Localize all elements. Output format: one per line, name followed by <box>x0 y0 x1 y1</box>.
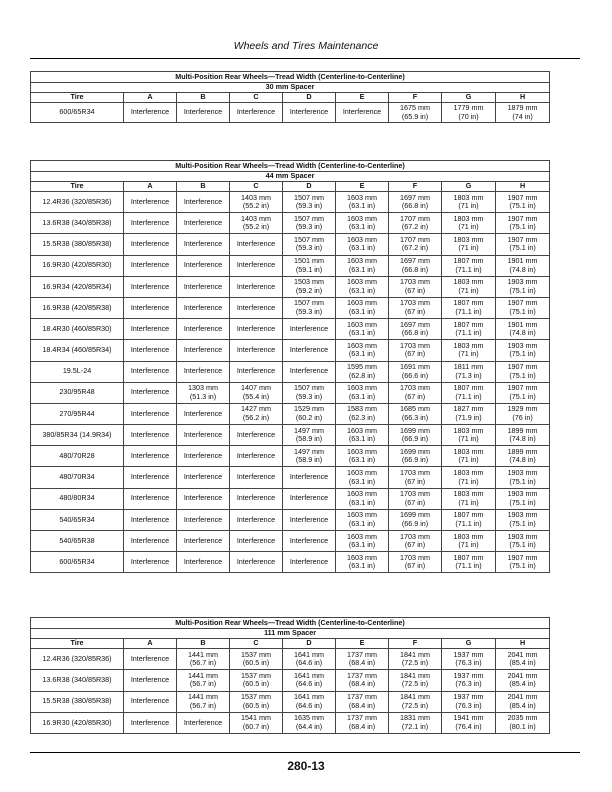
tread-width-cell: 1803 mm (71 in) <box>442 276 496 297</box>
table-row <box>31 509 550 530</box>
column-header: G <box>442 93 496 103</box>
table-row <box>31 213 550 234</box>
tread-width-cell: 1903 mm (75.1 in) <box>496 276 550 297</box>
tread-width-cell: Interference <box>177 319 230 340</box>
tread-width-cell: 1803 mm (71 in) <box>442 488 496 509</box>
tread-width-cell: Interference <box>124 488 177 509</box>
tread-width-cell: 1537 mm (60.5 in) <box>230 670 283 691</box>
tread-width-cell: 1603 mm (63.1 in) <box>336 467 389 488</box>
tread-width-cell: 1929 mm (76 in) <box>496 403 550 424</box>
tread-width-table-111mm <box>30 617 550 734</box>
tread-width-cell: 1737 mm (68.4 in) <box>336 712 389 733</box>
tread-width-cell: Interference <box>177 531 230 552</box>
table-row <box>31 531 550 552</box>
tread-width-cell: Interference <box>177 712 230 733</box>
tread-width-cell: 1441 mm (56.7 in) <box>177 649 230 670</box>
tread-width-cell: 1503 mm (59.2 in) <box>283 276 336 297</box>
tread-width-cell: Interference <box>230 425 283 446</box>
tread-width-cell: Interference <box>283 552 336 573</box>
tread-width-cell: 1403 mm (55.2 in) <box>230 192 283 213</box>
tire-size-cell: 18.4R34 (460/85R34) <box>31 340 124 361</box>
tread-width-cell: 1603 mm (63.1 in) <box>336 382 389 403</box>
tread-width-cell: Interference <box>124 425 177 446</box>
tread-width-cell: Interference <box>124 531 177 552</box>
tread-width-cell: Interference <box>177 276 230 297</box>
tire-size-cell: 540/65R34 <box>31 509 124 530</box>
tread-width-cell: 2041 mm (85.4 in) <box>496 670 550 691</box>
column-header: Tire <box>31 93 124 103</box>
tread-width-cell: 1583 mm (62.3 in) <box>336 403 389 424</box>
column-header: F <box>389 182 442 192</box>
tread-width-cell: 1807 mm (71.1 in) <box>442 297 496 318</box>
tread-width-cell: 1807 mm (71.1 in) <box>442 382 496 403</box>
tread-width-cell: 1507 mm (59.3 in) <box>283 382 336 403</box>
tread-width-cell: Interference <box>177 340 230 361</box>
page-number: 280-13 <box>287 759 325 773</box>
tread-width-cell: Interference <box>283 467 336 488</box>
column-header: D <box>283 639 336 649</box>
tread-width-cell: 1937 mm (76.3 in) <box>442 649 496 670</box>
column-header: A <box>124 93 177 103</box>
tread-width-cell: 1907 mm (75.1 in) <box>496 552 550 573</box>
tread-width-cell: Interference <box>283 531 336 552</box>
tread-width-cell: 1603 mm (63.1 in) <box>336 488 389 509</box>
tread-width-cell: Interference <box>230 297 283 318</box>
tread-width-cell: Interference <box>177 552 230 573</box>
tire-size-cell: 480/80R34 <box>31 488 124 509</box>
tread-width-cell: 1507 mm (59.3 in) <box>283 213 336 234</box>
tread-width-cell: 2035 mm (80.1 in) <box>496 712 550 733</box>
tread-width-cell: 1603 mm (63.1 in) <box>336 340 389 361</box>
tread-width-cell: 1707 mm (67.2 in) <box>389 234 442 255</box>
tread-width-cell: Interference <box>230 552 283 573</box>
tread-width-cell: 1497 mm (58.9 in) <box>283 446 336 467</box>
tread-width-cell: 1807 mm (71.1 in) <box>442 552 496 573</box>
tread-width-cell: Interference <box>230 255 283 276</box>
tread-width-cell: 1841 mm (72.5 in) <box>389 691 442 712</box>
tread-width-cell: Interference <box>177 361 230 382</box>
tread-width-cell: 1497 mm (58.9 in) <box>283 425 336 446</box>
tread-width-cell: Interference <box>230 446 283 467</box>
tread-width-cell: 1879 mm (74 in) <box>496 103 550 123</box>
tread-width-cell: 2041 mm (85.4 in) <box>496 691 550 712</box>
table-row <box>31 552 550 573</box>
column-header: F <box>389 93 442 103</box>
tread-width-cell: 1703 mm (67 in) <box>389 531 442 552</box>
tread-width-cell: Interference <box>177 403 230 424</box>
table-row <box>31 670 550 691</box>
tread-width-cell: 1537 mm (60.5 in) <box>230 649 283 670</box>
tread-width-cell: 1737 mm (68.4 in) <box>336 691 389 712</box>
table-caption: Multi-Position Rear Wheels—Tread Width (Centerline-to-Centerline) <box>31 618 550 629</box>
tire-size-cell: 600/65R34 <box>31 552 124 573</box>
tread-width-cell: 1941 mm (76.4 in) <box>442 712 496 733</box>
tread-width-cell: 1603 mm (63.1 in) <box>336 425 389 446</box>
table-row <box>31 297 550 318</box>
column-header: C <box>230 93 283 103</box>
tread-width-cell: 1803 mm (71 in) <box>442 467 496 488</box>
tread-width-cell: 1803 mm (71 in) <box>442 446 496 467</box>
tread-width-cell: 1697 mm (66.8 in) <box>389 255 442 276</box>
tread-width-cell: 1841 mm (72.5 in) <box>389 670 442 691</box>
tread-width-cell: 1641 mm (64.6 in) <box>283 670 336 691</box>
tread-width-cell: Interference <box>177 467 230 488</box>
tread-width-cell: Interference <box>124 670 177 691</box>
tread-width-cell: Interference <box>177 509 230 530</box>
tread-width-cell: Interference <box>230 361 283 382</box>
tread-width-cell: Interference <box>177 425 230 446</box>
column-header: D <box>283 182 336 192</box>
tread-width-cell: 1441 mm (56.7 in) <box>177 670 230 691</box>
tread-width-cell: 1675 mm (65.9 in) <box>389 103 442 123</box>
table-row <box>31 467 550 488</box>
table-row <box>31 712 550 733</box>
tread-width-cell: 1703 mm (67 in) <box>389 552 442 573</box>
tread-width-cell: 1685 mm (66.3 in) <box>389 403 442 424</box>
tire-size-cell: 16.9R34 (420/85R34) <box>31 276 124 297</box>
tread-width-cell: 1603 mm (63.1 in) <box>336 552 389 573</box>
tread-width-cell: 1807 mm (71.1 in) <box>442 255 496 276</box>
tread-width-cell: Interference <box>124 552 177 573</box>
spacer-heading: 44 mm Spacer <box>31 172 550 182</box>
tread-width-cell: 1635 mm (64.4 in) <box>283 712 336 733</box>
tread-width-cell: 1603 mm (63.1 in) <box>336 192 389 213</box>
column-header: C <box>230 182 283 192</box>
tread-width-cell: 1691 mm (66.6 in) <box>389 361 442 382</box>
tread-width-cell: Interference <box>124 467 177 488</box>
page-header-title: Wheels and Tires Maintenance <box>233 40 379 52</box>
tread-width-cell: 1603 mm (63.1 in) <box>336 446 389 467</box>
tread-width-cell: Interference <box>283 509 336 530</box>
tread-width-cell: 1641 mm (64.6 in) <box>283 649 336 670</box>
tread-width-cell: Interference <box>177 103 230 123</box>
tire-size-cell: 12.4R36 (320/85R36) <box>31 649 124 670</box>
tread-width-cell: Interference <box>124 234 177 255</box>
column-header: C <box>230 639 283 649</box>
tread-width-cell: 1899 mm (74.8 in) <box>496 446 550 467</box>
tread-width-cell: 1403 mm (55.2 in) <box>230 213 283 234</box>
tread-width-cell: 1907 mm (75.1 in) <box>496 297 550 318</box>
column-header-row <box>31 93 550 103</box>
table-caption: Multi-Position Rear Wheels—Tread Width (Centerline-to-Centerline) <box>31 161 550 172</box>
tire-size-cell: 16.9R38 (420/85R38) <box>31 297 124 318</box>
column-header: E <box>336 639 389 649</box>
tread-width-cell: 1501 mm (59.1 in) <box>283 255 336 276</box>
tread-width-cell: Interference <box>124 382 177 403</box>
tire-size-cell: 15.5R38 (380/85R38) <box>31 234 124 255</box>
tread-width-cell: 1907 mm (75.1 in) <box>496 382 550 403</box>
tread-width-cell: Interference <box>230 488 283 509</box>
tread-width-cell: Interference <box>124 446 177 467</box>
tread-width-cell: 1903 mm (75.1 in) <box>496 340 550 361</box>
tire-size-cell: 15.5R38 (380/85R38) <box>31 691 124 712</box>
tread-width-cell: 1603 mm (63.1 in) <box>336 509 389 530</box>
tread-width-cell: 1541 mm (60.7 in) <box>230 712 283 733</box>
table-row <box>31 192 550 213</box>
tread-width-cell: 1779 mm (70 in) <box>442 103 496 123</box>
tread-width-cell: Interference <box>230 467 283 488</box>
column-header: G <box>442 182 496 192</box>
column-header: D <box>283 93 336 103</box>
tire-size-cell: 13.6R38 (340/85R38) <box>31 670 124 691</box>
tread-width-cell: 1303 mm (51.3 in) <box>177 382 230 403</box>
tread-width-cell: Interference <box>124 361 177 382</box>
tread-width-table-30mm <box>30 71 550 123</box>
tire-size-cell: 600/65R34 <box>31 103 124 123</box>
tread-width-cell: 1803 mm (71 in) <box>442 425 496 446</box>
tread-width-cell: Interference <box>124 276 177 297</box>
tread-width-cell: 1807 mm (71.1 in) <box>442 509 496 530</box>
tread-width-cell: Interference <box>177 234 230 255</box>
tread-width-cell: Interference <box>230 276 283 297</box>
tread-width-cell: Interference <box>230 509 283 530</box>
tread-width-cell: Interference <box>124 297 177 318</box>
tread-width-cell: 1603 mm (63.1 in) <box>336 297 389 318</box>
tread-width-cell: 1907 mm (75.1 in) <box>496 361 550 382</box>
column-header: H <box>496 639 550 649</box>
table-row <box>31 103 550 123</box>
tread-width-cell: 1641 mm (64.6 in) <box>283 691 336 712</box>
tread-width-cell: 1603 mm (63.1 in) <box>336 213 389 234</box>
tread-width-cell: Interference <box>177 297 230 318</box>
tread-width-cell: 1907 mm (75.1 in) <box>496 234 550 255</box>
tread-width-cell: 1937 mm (76.3 in) <box>442 670 496 691</box>
table-row <box>31 691 550 712</box>
tread-width-cell: Interference <box>124 103 177 123</box>
tread-width-cell: 1841 mm (72.5 in) <box>389 649 442 670</box>
footer-rule <box>30 752 580 753</box>
tread-width-cell: 1699 mm (66.9 in) <box>389 509 442 530</box>
tread-width-cell: 1703 mm (67 in) <box>389 297 442 318</box>
table-row <box>31 649 550 670</box>
tread-width-cell: 1507 mm (59.3 in) <box>283 192 336 213</box>
table-row <box>31 382 550 403</box>
tread-width-cell: Interference <box>124 340 177 361</box>
tread-width-cell: 2041 mm (85.4 in) <box>496 649 550 670</box>
tread-width-cell: 1703 mm (67 in) <box>389 382 442 403</box>
column-header: B <box>177 93 230 103</box>
column-header-row <box>31 182 550 192</box>
tread-width-cell: 1699 mm (66.9 in) <box>389 425 442 446</box>
tread-width-cell: 1737 mm (68.4 in) <box>336 649 389 670</box>
tire-size-cell: 16.9R30 (420/85R30) <box>31 712 124 733</box>
tread-width-cell: Interference <box>124 403 177 424</box>
table-row <box>31 488 550 509</box>
table-row <box>31 403 550 424</box>
tread-width-cell: 1737 mm (68.4 in) <box>336 670 389 691</box>
table-row <box>31 276 550 297</box>
tire-size-cell: 13.6R38 (340/85R38) <box>31 213 124 234</box>
tread-width-cell: 1831 mm (72.1 in) <box>389 712 442 733</box>
column-header: F <box>389 639 442 649</box>
tread-width-cell: Interference <box>124 319 177 340</box>
tread-width-cell: Interference <box>124 255 177 276</box>
tread-width-cell: 1807 mm (71.1 in) <box>442 319 496 340</box>
tire-size-cell: 480/70R34 <box>31 467 124 488</box>
tread-width-cell: 1603 mm (63.1 in) <box>336 319 389 340</box>
tread-width-cell: 1899 mm (74.8 in) <box>496 425 550 446</box>
tread-width-cell: 1407 mm (55.4 in) <box>230 382 283 403</box>
tread-width-cell: 1703 mm (67 in) <box>389 467 442 488</box>
table-row <box>31 255 550 276</box>
tread-width-cell: Interference <box>283 319 336 340</box>
tread-width-cell: Interference <box>230 531 283 552</box>
tire-size-cell: 380/85R34 (14.9R34) <box>31 425 124 446</box>
tread-width-cell: 1697 mm (66.8 in) <box>389 319 442 340</box>
column-header: Tire <box>31 182 124 192</box>
tread-width-cell: Interference <box>177 255 230 276</box>
column-header: E <box>336 93 389 103</box>
spacer-heading: 30 mm Spacer <box>31 83 550 93</box>
tread-width-cell: Interference <box>124 192 177 213</box>
column-header: B <box>177 639 230 649</box>
tread-width-cell: Interference <box>124 509 177 530</box>
table-row <box>31 340 550 361</box>
tread-width-cell: 1703 mm (67 in) <box>389 488 442 509</box>
tread-width-cell: Interference <box>230 340 283 361</box>
tread-width-cell: Interference <box>177 446 230 467</box>
column-header: G <box>442 639 496 649</box>
tread-width-cell: 1903 mm (75.1 in) <box>496 531 550 552</box>
tread-width-cell: 1803 mm (71 in) <box>442 531 496 552</box>
spacer-heading: 111 mm Spacer <box>31 629 550 639</box>
table-row <box>31 446 550 467</box>
column-header: B <box>177 182 230 192</box>
tread-width-cell: 1603 mm (63.1 in) <box>336 276 389 297</box>
tread-width-cell: 1595 mm (62.8 in) <box>336 361 389 382</box>
table-row <box>31 425 550 446</box>
tread-width-cell: 1703 mm (67 in) <box>389 276 442 297</box>
tread-width-cell: Interference <box>177 192 230 213</box>
tread-width-cell: Interference <box>230 319 283 340</box>
tread-width-cell: 1803 mm (71 in) <box>442 192 496 213</box>
tread-width-cell: 1803 mm (71 in) <box>442 234 496 255</box>
tread-width-cell: 1507 mm (59.3 in) <box>283 297 336 318</box>
tread-width-cell: Interference <box>336 103 389 123</box>
tread-width-cell: 1937 mm (76.3 in) <box>442 691 496 712</box>
tread-width-cell: 1603 mm (63.1 in) <box>336 234 389 255</box>
tire-size-cell: 230/95R48 <box>31 382 124 403</box>
tread-width-cell: 1603 mm (63.1 in) <box>336 255 389 276</box>
column-header: H <box>496 182 550 192</box>
tire-size-cell: 540/65R38 <box>31 531 124 552</box>
tread-width-cell: Interference <box>283 488 336 509</box>
tread-width-cell: 1803 mm (71 in) <box>442 213 496 234</box>
table-row <box>31 361 550 382</box>
tread-width-cell: 1529 mm (60.2 in) <box>283 403 336 424</box>
table-caption: Multi-Position Rear Wheels—Tread Width (Centerline-to-Centerline) <box>31 72 550 83</box>
column-header: Tire <box>31 639 124 649</box>
tread-width-cell: 1901 mm (74.8 in) <box>496 255 550 276</box>
tread-width-cell: Interference <box>230 103 283 123</box>
tire-size-cell: 18.4R30 (460/85R30) <box>31 319 124 340</box>
tread-width-cell: Interference <box>283 103 336 123</box>
tread-width-cell: 1803 mm (71 in) <box>442 340 496 361</box>
tread-width-cell: 1441 mm (56.7 in) <box>177 691 230 712</box>
tread-width-cell: Interference <box>124 213 177 234</box>
tread-width-table-44mm <box>30 160 550 573</box>
tread-width-cell: Interference <box>283 340 336 361</box>
tread-width-cell: 1507 mm (59.3 in) <box>283 234 336 255</box>
header-rule <box>30 58 580 59</box>
tread-width-cell: Interference <box>283 361 336 382</box>
column-header-row <box>31 639 550 649</box>
tread-width-cell: 1427 mm (56.2 in) <box>230 403 283 424</box>
tread-width-cell: 1903 mm (75.1 in) <box>496 488 550 509</box>
tread-width-cell: 1707 mm (67.2 in) <box>389 213 442 234</box>
tread-width-cell: 1903 mm (75.1 in) <box>496 467 550 488</box>
tread-width-cell: Interference <box>230 234 283 255</box>
column-header: A <box>124 182 177 192</box>
column-header: H <box>496 93 550 103</box>
tread-width-cell: 1703 mm (67 in) <box>389 340 442 361</box>
tread-width-cell: 1901 mm (74.8 in) <box>496 319 550 340</box>
tire-size-cell: 12.4R36 (320/85R36) <box>31 192 124 213</box>
tire-size-cell: 19.5L-24 <box>31 361 124 382</box>
tread-width-cell: Interference <box>124 691 177 712</box>
tire-size-cell: 480/70R28 <box>31 446 124 467</box>
tread-width-cell: 1699 mm (66.9 in) <box>389 446 442 467</box>
tread-width-cell: 1811 mm (71.3 in) <box>442 361 496 382</box>
tread-width-cell: 1903 mm (75.1 in) <box>496 509 550 530</box>
tread-width-cell: 1907 mm (75.1 in) <box>496 213 550 234</box>
table-row <box>31 319 550 340</box>
tread-width-cell: Interference <box>177 213 230 234</box>
tread-width-cell: 1827 mm (71.9 in) <box>442 403 496 424</box>
column-header: A <box>124 639 177 649</box>
tread-width-cell: Interference <box>124 649 177 670</box>
tire-size-cell: 16.9R30 (420/85R30) <box>31 255 124 276</box>
tread-width-cell: 1603 mm (63.1 in) <box>336 531 389 552</box>
tire-size-cell: 270/95R44 <box>31 403 124 424</box>
tread-width-cell: Interference <box>177 488 230 509</box>
tread-width-cell: 1907 mm (75.1 in) <box>496 192 550 213</box>
tread-width-cell: 1537 mm (60.5 in) <box>230 691 283 712</box>
column-header: E <box>336 182 389 192</box>
tread-width-cell: 1697 mm (66.8 in) <box>389 192 442 213</box>
tread-width-cell: Interference <box>124 712 177 733</box>
table-row <box>31 234 550 255</box>
